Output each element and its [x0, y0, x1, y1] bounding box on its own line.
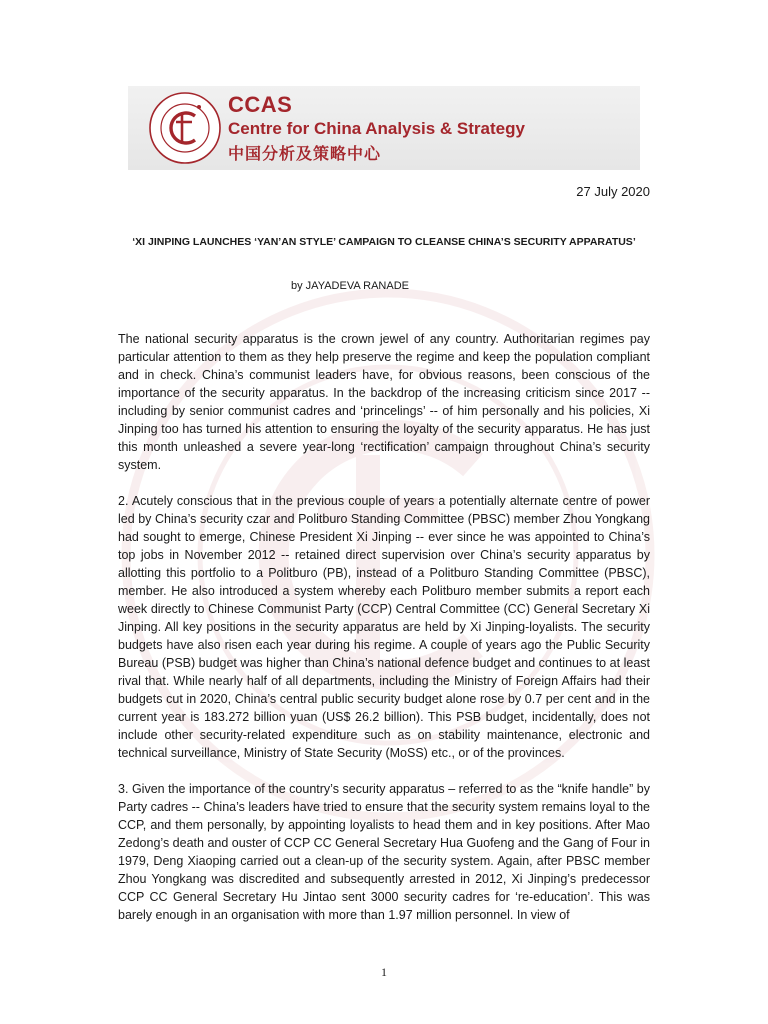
body-paragraph-3: 3. Given the importance of the country’s security apparatus – referred to as the “knife handle” by Party cadres -- China’s leaders have tried to ensure that the security system remains loyal to the CCP, and them personally, by appointing loyalists to head them and in key positions. After Mao Zedong’s death and ouster of CCP CC General Secretary Hua Guofeng and the Gang of Four in 1979, Deng Xiaoping carried out a clean-up of the security system. Again, after PBSC member Zhou Yongkang was discredited and subsequently arrested in 2012, Xi Jinping’s predecessor CCP CC General Secretary Hu Jintao sent 3000 security cadres for ‘re-education’. This was barely enough in an organisation with more than 1.97 million personnel. In view of: [118, 782, 650, 922]
document-body: [118, 330, 650, 942]
body-paragraph-1: The national security apparatus is the crown jewel of any country. Authoritarian regimes pay particular attention to them as they help preserve the regime and keep the population compliant and in check. China’s communist leaders have, for obvious reasons, been conscious of the importance of the security apparatus. In the backdrop of the increasing criticism since 2017 -- including by senior communist cadres and ‘princelings’ -- of him personally and his policies, Xi Jinping too has turned his attention to ensuring the loyalty of the security apparatus. He has just this month unleashed a severe year-long ‘rectification’ campaign throughout China’s security system.: [118, 332, 650, 472]
document-byline: by JAYADEVA RANADE: [291, 280, 409, 292]
brand-short-name: CCAS: [228, 92, 293, 117]
document-title: ‘XI JINPING LAUNCHES ‘YAN’AN STYLE’ CAMPAIGN TO CLEANSE CHINA’S SECURITY APPARATUS’: [132, 236, 636, 248]
document-date: 27 July 2020: [576, 184, 650, 199]
ccas-logo-seal-icon: [148, 91, 222, 165]
brand-chinese-name: 中国分析及策略中心: [228, 146, 382, 163]
brand-full-name: Centre for China Analysis & Strategy: [228, 119, 525, 138]
page-number: 1: [381, 965, 387, 979]
body-paragraph-2: 2. Acutely conscious that in the previous couple of years a potentially alternate centre of power led by China’s security czar and Politburo Standing Committee (PBSC) member Zhou Yongkang had sought to emerge, Chinese President Xi Jinping -- ever since he was appointed to China’s top jobs in November 2012 -- retained direct supervision over China’s security apparatus by allotting this portfolio to a Politburo (PB), instead of a Politburo Standing Committee (PBSC), member. He also introduced a system whereby each Politburo member submits a report each week directly to Chinese Communist Party (CCP) Central Committee (CC) General Secretary Xi Jinping. All key positions in the security apparatus are held by Xi Jinping-loyalists. The security budgets have also risen each year during his regime. A couple of years ago the Public Security Bureau (PSB) budget was higher than China’s national defence budget and continues to at least rival that. While nearly half of all departments, including the Ministry of Foreign Affairs had their budgets cut in 2020, China’s central public security budget alone rose by 0.7 per cent and in the current year is 183.272 billion yuan (US$ 26.2 billion). This PSB budget, incidentally, does not include other security-related expenditure such as on stability maintenance, electronic and technical surveillance, Ministry of State Security (MoSS) etc., or of the provinces.: [118, 494, 650, 760]
